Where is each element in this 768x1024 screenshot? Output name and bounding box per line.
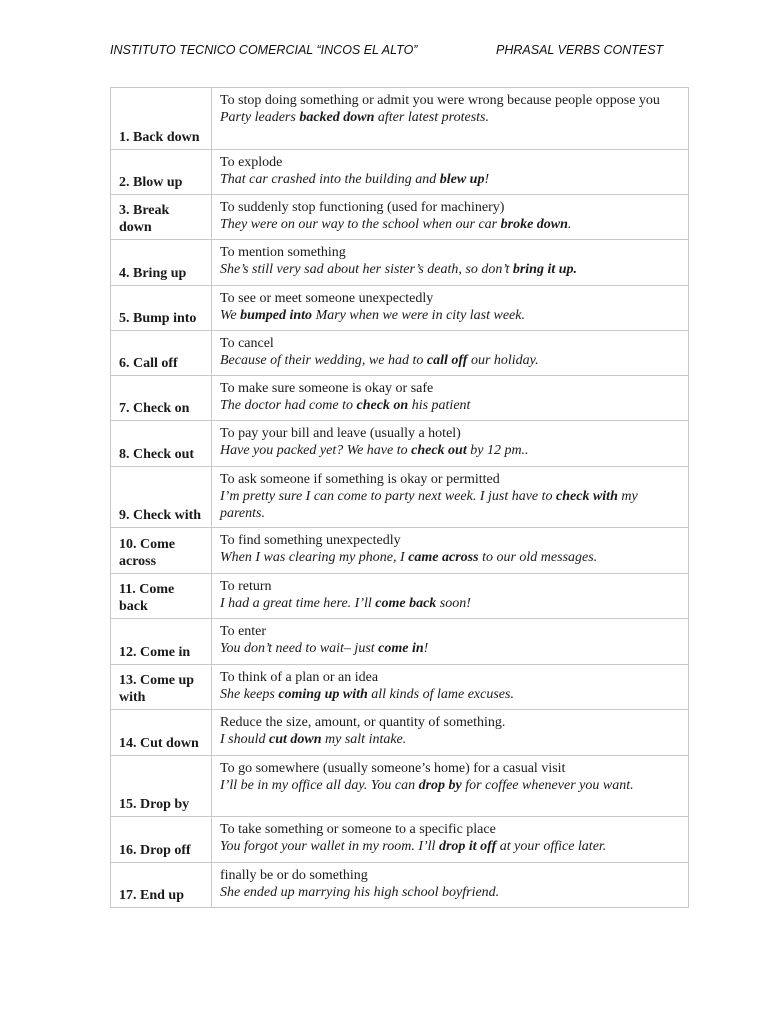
example-sentence [220, 109, 680, 126]
phrasal-verb-term: 11. Come back [111, 574, 212, 619]
verb-meaning-cell [212, 619, 689, 665]
table-row [111, 619, 689, 665]
verb-meaning-cell [212, 756, 689, 817]
example-sentence [220, 352, 680, 369]
table-row [111, 817, 689, 863]
verb-meaning-cell [212, 467, 689, 528]
example-text: soon! [436, 596, 471, 611]
example-sentence [220, 549, 680, 566]
example-sentence [220, 442, 680, 459]
example-text: my salt intake. [321, 732, 407, 747]
verb-meaning-cell [212, 331, 689, 376]
verb-definition: To see or meet someone unexpectedly [220, 291, 434, 306]
example-text: after latest protests. [374, 110, 489, 125]
verb-meaning-cell [212, 195, 689, 240]
phrasal-verb-term: 16. Drop off [111, 817, 212, 863]
example-text: our holiday. [467, 353, 539, 368]
table-row [111, 195, 689, 240]
contest-title: PHRASAL VERBS CONTEST [496, 43, 664, 57]
phrasal-verbs-table [110, 87, 689, 908]
verb-definition: finally be or do something [220, 868, 368, 883]
example-text: I’ll be in my office all day. You can [220, 778, 419, 793]
verb-meaning-cell [212, 150, 689, 195]
table-row [111, 376, 689, 421]
table-row [111, 88, 689, 150]
phrasal-verb-term: 17. End up [111, 863, 212, 908]
verb-meaning-cell [212, 240, 689, 286]
phrasal-verb-term: 12. Come in [111, 619, 212, 665]
example-text: his patient [408, 398, 471, 413]
example-sentence [220, 838, 680, 855]
example-text: Because of their wedding, we had to [220, 353, 427, 368]
phrasal-verb-term: 10. Come across [111, 528, 212, 574]
example-text: She ended up marrying his high school boyfriend. [220, 885, 500, 900]
verb-definition: To take something or someone to a specific place [220, 822, 496, 837]
phrasal-verb-term: 4. Bring up [111, 240, 212, 286]
table-row [111, 150, 689, 195]
verb-definition: To ask someone if something is okay or permitted [220, 472, 500, 487]
highlighted-phrasal-verb: blew up [439, 172, 485, 187]
example-text: all kinds of lame excuses. [367, 687, 514, 702]
example-sentence [220, 640, 680, 657]
highlighted-phrasal-verb: come back [375, 596, 437, 611]
highlighted-phrasal-verb: come in [378, 641, 424, 656]
example-text: We [220, 308, 241, 323]
phrasal-verb-term: 5. Bump into [111, 286, 212, 331]
phrasal-verb-term: 7. Check on [111, 376, 212, 421]
verb-meaning-cell [212, 863, 689, 908]
verb-meaning-cell [212, 665, 689, 710]
example-text: ! [484, 172, 490, 187]
page-header [110, 43, 664, 61]
example-sentence [220, 884, 680, 901]
example-sentence [220, 397, 680, 414]
phrasal-verb-term: 15. Drop by [111, 756, 212, 817]
verb-meaning-cell [212, 421, 689, 467]
highlighted-phrasal-verb: bumped into [240, 308, 313, 323]
verb-meaning-cell [212, 376, 689, 421]
example-text: I’m pretty sure I can come to party next week. I just have to [220, 489, 557, 504]
highlighted-phrasal-verb: call off [426, 353, 468, 368]
table-row [111, 240, 689, 286]
phrasal-verb-term: 9. Check with [111, 467, 212, 528]
example-sentence [220, 686, 680, 703]
table-row [111, 863, 689, 908]
table-row [111, 286, 689, 331]
verb-meaning-cell [212, 817, 689, 863]
phrasal-verb-term: 14. Cut down [111, 710, 212, 756]
table-row [111, 710, 689, 756]
highlighted-phrasal-verb: check out [411, 443, 467, 458]
example-sentence [220, 488, 680, 522]
phrasal-verb-term: 1. Back down [111, 88, 212, 150]
verb-meaning-cell [212, 286, 689, 331]
phrasal-verb-term: 13. Come up with [111, 665, 212, 710]
example-sentence [220, 595, 680, 612]
verb-meaning-cell [212, 528, 689, 574]
phrasal-verb-term: 3. Break down [111, 195, 212, 240]
table-row [111, 756, 689, 817]
table-row [111, 528, 689, 574]
table-row [111, 421, 689, 467]
verb-definition: To enter [220, 624, 267, 639]
highlighted-phrasal-verb: drop by [418, 778, 462, 793]
table-row [111, 574, 689, 619]
verb-definition: To pay your bill and leave (usually a hotel) [220, 426, 461, 441]
example-sentence [220, 261, 680, 278]
example-text: for coffee whenever you want. [461, 778, 634, 793]
example-text: You don’t need to wait– just [220, 641, 379, 656]
verb-meaning-cell [212, 574, 689, 619]
example-text: at your office later. [496, 839, 607, 854]
verb-definition: To explode [220, 155, 283, 170]
highlighted-phrasal-verb: cut down [269, 732, 322, 747]
example-text: Have you packed yet? We have to [220, 443, 412, 458]
highlighted-phrasal-verb: bring it up. [512, 262, 578, 277]
example-text: The doctor had come to [220, 398, 357, 413]
example-text: to our old messages. [478, 550, 598, 565]
example-sentence [220, 216, 680, 233]
verb-definition: To suddenly stop functioning (used for machinery) [220, 200, 505, 215]
verb-definition: To make sure someone is okay or safe [220, 381, 434, 396]
highlighted-phrasal-verb: backed down [299, 110, 375, 125]
phrasal-verb-term: 6. Call off [111, 331, 212, 376]
example-text: She’s still very sad about her sister’s death, so don’t [220, 262, 513, 277]
table-row [111, 467, 689, 528]
table-row [111, 331, 689, 376]
example-text: They were on our way to the school when our car [220, 217, 501, 232]
verb-meaning-cell [212, 88, 689, 150]
highlighted-phrasal-verb: coming up with [278, 687, 368, 702]
verb-definition: To think of a plan or an idea [220, 670, 379, 685]
phrasal-verb-term: 8. Check out [111, 421, 212, 467]
example-text: Party leaders [220, 110, 300, 125]
verb-definition: To cancel [220, 336, 274, 351]
example-text: I should [220, 732, 269, 747]
verb-definition: Reduce the size, amount, or quantity of something. [220, 715, 506, 730]
highlighted-phrasal-verb: drop it off [438, 839, 497, 854]
example-text: my parents. [220, 489, 638, 521]
highlighted-phrasal-verb: came across [408, 550, 479, 565]
verb-definition: To find something unexpectedly [220, 533, 401, 548]
verb-definition: To return [220, 579, 272, 594]
example-text: by 12 pm.. [466, 443, 529, 458]
example-sentence [220, 171, 680, 188]
highlighted-phrasal-verb: check on [356, 398, 409, 413]
verb-definition: To go somewhere (usually someone’s home) for a casual visit [220, 761, 566, 776]
example-text: She keeps [220, 687, 279, 702]
verb-definition: To mention something [220, 245, 346, 260]
school-name: INSTITUTO TECNICO COMERCIAL “INCOS EL ALTO” [110, 43, 418, 57]
highlighted-phrasal-verb: broke down [500, 217, 568, 232]
phrasal-verb-term: 2. Blow up [111, 150, 212, 195]
example-text: When I was clearing my phone, I [220, 550, 409, 565]
verb-meaning-cell [212, 710, 689, 756]
example-sentence [220, 307, 680, 324]
example-text: I had a great time here. I’ll [220, 596, 376, 611]
example-text: ! [423, 641, 429, 656]
example-text: Mary when we were in city last week. [312, 308, 525, 323]
highlighted-phrasal-verb: check with [556, 489, 618, 504]
verb-definition: To stop doing something or admit you were wrong because people oppose you [220, 93, 660, 108]
table-row [111, 665, 689, 710]
example-sentence [220, 777, 680, 794]
example-text: You forgot your wallet in my room. I’ll [220, 839, 439, 854]
example-sentence [220, 731, 680, 748]
example-text: . [567, 217, 572, 232]
example-text: That car crashed into the building and [220, 172, 440, 187]
